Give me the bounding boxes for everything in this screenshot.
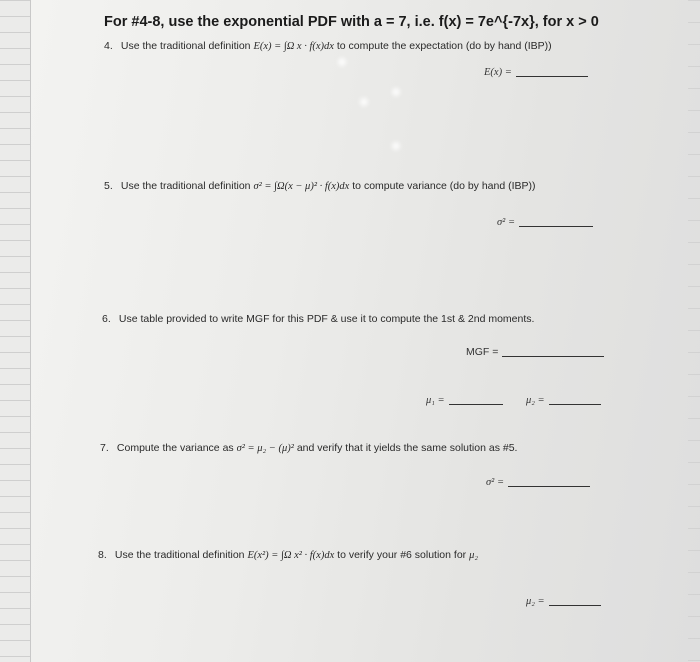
question-5: 5. Use the traditional definition σ² = ∫Ω(x − μ)² · f(x)dx to compute variance (do by hand (IBP)): [104, 180, 536, 192]
glare-spot: [392, 142, 400, 150]
expectation-formula: E(x) = ∫Ω x · f(x)dx: [253, 41, 334, 52]
answer-mu1: μ₁ =: [426, 394, 503, 406]
glare-spot: [392, 88, 400, 96]
answer-blank[interactable]: [549, 604, 601, 606]
notebook-margin: [0, 0, 31, 662]
variance-formula: σ² = ∫Ω(x − μ)² · f(x)dx: [253, 181, 350, 192]
right-edge-lines: [688, 0, 700, 662]
answer-blank[interactable]: [508, 485, 590, 487]
glare-spot: [338, 58, 346, 66]
worksheet-header: For #4-8, use the exponential PDF with a = 7, i.e. f(x) = 7e^{-7x}, for x > 0: [104, 14, 599, 30]
answer-variance-check: σ² =: [486, 476, 590, 488]
answer-variance: σ² =: [497, 216, 593, 228]
answer-blank[interactable]: [516, 75, 588, 77]
question-7: 7. Compute the variance as σ² = μ₂ − (μ)² and verify that it yields the same solution as #5.: [100, 442, 518, 454]
answer-blank[interactable]: [449, 403, 503, 405]
question-6: 6. Use table provided to write MGF for this PDF & use it to compute the 1st & 2nd moments.: [102, 313, 535, 325]
second-moment-formula: E(x²) = ∫Ω x² · f(x)dx: [247, 550, 335, 561]
answer-expectation: E(x) =: [484, 66, 588, 78]
answer-mgf: MGF =: [466, 346, 604, 358]
question-8: 8. Use the traditional definition E(x²) = ∫Ω x² · f(x)dx to verify your #6 solution for μ₂: [98, 549, 478, 561]
answer-blank[interactable]: [519, 225, 593, 227]
answer-mu2: μ₂ =: [526, 394, 601, 406]
question-4: 4. Use the traditional definition E(x) = ∫Ω x · f(x)dx to compute the expectation (do by hand (IBP)): [104, 40, 552, 52]
answer-mu2-check: μ₂ =: [526, 595, 601, 607]
answer-blank[interactable]: [502, 355, 604, 357]
variance-moment-formula: σ² = μ₂ − (μ)²: [236, 443, 294, 454]
answer-blank[interactable]: [549, 403, 601, 405]
glare-spot: [360, 98, 368, 106]
